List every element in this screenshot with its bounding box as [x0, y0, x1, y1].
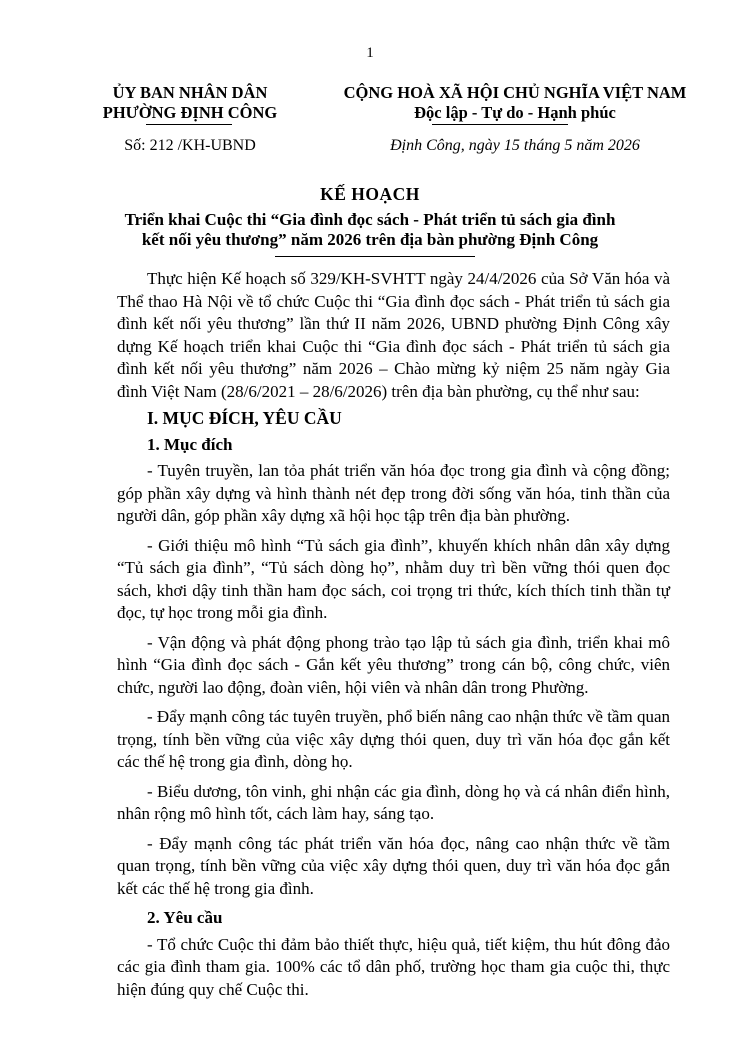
purpose-item: - Vận động và phát động phong trào tạo lập tủ sách gia đình, triển khai mô hình “Gia đình đọc sách - Gắn kết yêu thương” trong cán bộ, công chức, viên chức, người lao động, đoàn viên, hội viên và nhân dân trong Phường.	[117, 632, 670, 697]
motto: Độc lập - Tự do - Hạnh phúc	[414, 103, 616, 122]
document-number: Số: 212 /KH-UBND	[124, 137, 256, 154]
requirement-item: - Tổ chức Cuộc thi đảm bảo thiết thực, hiệu quả, tiết kiệm, thu hút đông đảo các gia đình tham gia. 100% các tổ dân phố, trường học tham gia cuộc thi, thực hiện đúng quy chế Cuộc thi.	[117, 934, 670, 999]
subsection-heading-requirements: 2. Yêu cầu	[147, 908, 223, 927]
purpose-item: - Đẩy mạnh công tác phát triển văn hóa đọc, nâng cao nhận thức về tầm quan trọng, tính bền vững của việc xây dựng thói quen, duy trì văn hóa đọc gắn kết các thế hệ trong gia đình.	[117, 833, 670, 898]
authority-line-2: PHƯỜNG ĐỊNH CÔNG	[102, 103, 278, 122]
purpose-item: - Đẩy mạnh công tác tuyên truyền, phổ biến nâng cao nhận thức về tầm quan trọng, tính bền vững của việc xây dựng thói quen, duy trì văn hóa đọc gắn kết các thế hệ trong gia đình, dòng họ.	[117, 707, 670, 771]
purpose-item: - Giới thiệu mô hình “Tủ sách gia đình”, khuyến khích nhân dân xây dựng “Tủ sách gia đình”, “Tủ sách dòng họ”, nhằm duy trì bền vững thói quen đọc sách, khơi dậy tinh thần ham đọc sách, coi trọng tri thức, kích thích tinh thần tự đọc, tự học trong mỗi gia đình.	[117, 535, 670, 622]
page-number: 1	[366, 45, 374, 61]
country-name: CỘNG HOÀ XÃ HỘI CHỦ NGHĨA VIỆT NAM	[343, 83, 687, 102]
document-type: KẾ HOẠCH	[320, 184, 420, 204]
title-line-2: kết nối yêu thương” năm 2026 trên địa bàn phường Định Công	[141, 230, 599, 249]
motto-underline	[432, 124, 568, 125]
authority-line-1: ỦY BAN NHÂN DÂN	[112, 83, 268, 102]
document-title	[100, 210, 640, 250]
issuing-authority	[80, 83, 300, 123]
title-line-1: Triển khai Cuộc thi “Gia đình đọc sách - Phát triển tủ sách gia đình	[124, 210, 616, 229]
subsection-heading-purpose: 1. Mục đích	[147, 434, 233, 454]
section-heading: I. MỤC ĐÍCH, YÊU CẦU	[147, 408, 342, 428]
authority-underline	[146, 124, 232, 125]
purpose-item: - Biểu dương, tôn vinh, ghi nhận các gia đình, dòng họ và cá nhân điển hình, nhân rộng mô hình tốt, cách làm hay, sáng tạo.	[117, 781, 670, 823]
national-motto	[330, 83, 700, 123]
place-and-date: Định Công, ngày 15 tháng 5 năm 2026	[390, 137, 640, 154]
document-body	[117, 268, 670, 1008]
intro-paragraph: Thực hiện Kế hoạch số 329/KH-SVHTT ngày 24/4/2026 của Sở Văn hóa và Thể thao Hà Nội về tổ chức Cuộc thi “Gia đình đọc sách - Phát triển tủ sách gia đình kết nối yêu thương” lần thứ II năm 2026, UBND phường Định Công xây dựng Kế hoạch triển khai Cuộc thi “Gia đình đọc sách - Phát triển tủ sách gia đình kết nối yêu thương” năm 2026 – Chào mừng kỷ niệm 25 năm ngày Gia đình Việt Nam (28/6/2021 – 28/6/2026) trên địa bàn phường, cụ thể như sau:	[117, 269, 670, 401]
title-underline	[275, 256, 475, 257]
purpose-item: - Tuyên truyền, lan tỏa phát triển văn hóa đọc trong gia đình và cộng đồng; góp phần xây dựng và hình thành nét đẹp trong đời sống văn hóa, tinh thần của người dân, góp phần xây dựng xã hội học tập trên địa bàn phường.	[117, 461, 670, 525]
